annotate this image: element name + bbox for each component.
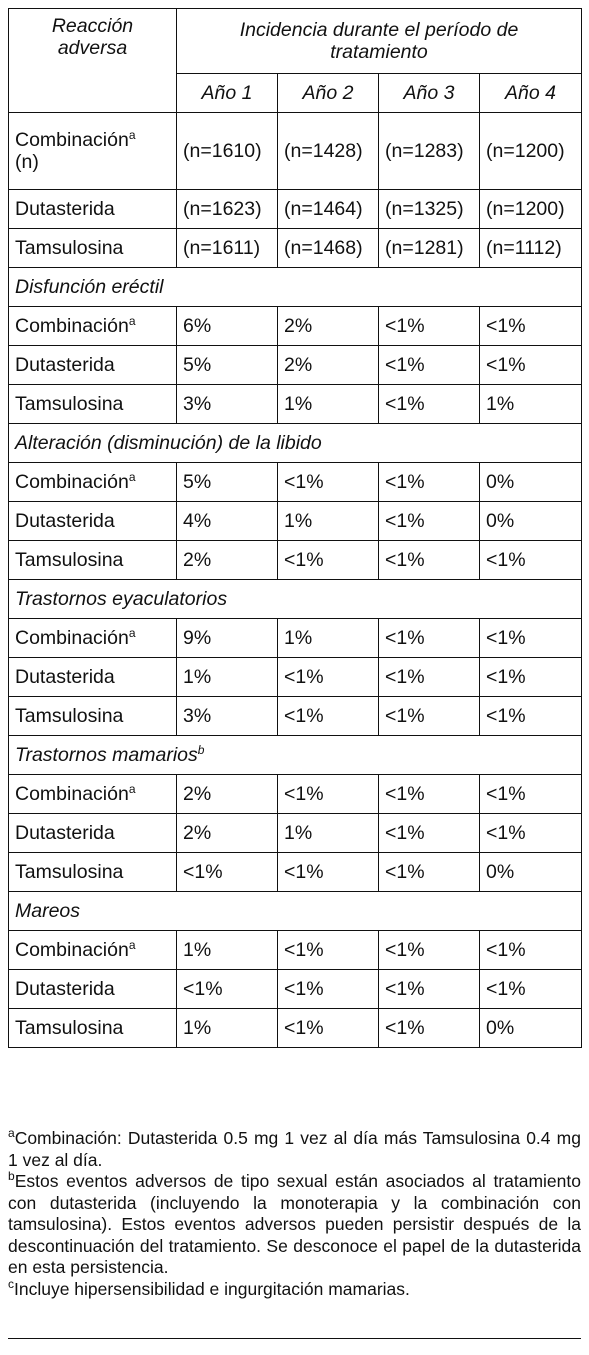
incidence-cell: <1% [480, 346, 582, 385]
incidence-cell: <1% [480, 658, 582, 697]
footnote-marker: a [8, 1126, 15, 1140]
drug-name-cell [9, 463, 177, 502]
drug-name: Tamsulosina [15, 549, 124, 571]
drug-name: Combinación [15, 129, 129, 151]
n-value-cell: (n=1281) [379, 229, 480, 268]
section-title [9, 736, 582, 775]
incidence-cell: <1% [278, 853, 379, 892]
drug-name: Combinación [15, 939, 129, 961]
drug-name-cell [9, 970, 177, 1009]
incidence-cell: <1% [278, 463, 379, 502]
n-value-cell: (n=1200) [480, 113, 582, 190]
table-row [9, 346, 582, 385]
table-row [9, 307, 582, 346]
incidence-cell: 4% [177, 502, 278, 541]
table-row [9, 970, 582, 1009]
table-row [9, 541, 582, 580]
n-value-cell: (n=1428) [278, 113, 379, 190]
incidence-header [177, 9, 582, 74]
drug-name: Dutasterida [15, 978, 115, 1000]
drug-name: Combinación [15, 783, 129, 805]
drug-name: Combinación [15, 471, 129, 493]
incidence-cell: <1% [278, 775, 379, 814]
incidence-cell: <1% [379, 346, 480, 385]
section-header-row [9, 892, 582, 931]
table-row [9, 1009, 582, 1048]
incidence-cell: <1% [278, 541, 379, 580]
incidence-cell: <1% [278, 658, 379, 697]
footnote-text: Estos eventos adversos de tipo sexual están asociados al tratamiento con dutasterida (incluyendo la monoterapia y la combinación con tamsulosina). Estos eventos adversos pueden persistir después de la descontinuación del tratamiento. Se desconoce el papel de la dutasterida en esta persistencia. [8, 1171, 581, 1277]
incidence-cell: <1% [278, 1009, 379, 1048]
incidence-cell: <1% [480, 970, 582, 1009]
drug-suffix: (n) [15, 151, 39, 173]
incidence-cell: 9% [177, 619, 278, 658]
header-line: tratamiento [330, 41, 428, 63]
n-value-cell: (n=1468) [278, 229, 379, 268]
section-title [9, 892, 582, 931]
incidence-cell: <1% [278, 697, 379, 736]
incidence-cell: 3% [177, 385, 278, 424]
adverse-reaction-header [9, 9, 177, 113]
incidence-cell: 2% [177, 775, 278, 814]
year-header: Año 2 [278, 74, 379, 113]
drug-name-cell [9, 385, 177, 424]
section-title [9, 580, 582, 619]
section-title-text: Trastornos mamarios [15, 744, 198, 766]
footnote-marker: a [128, 626, 136, 640]
section-header-row [9, 736, 582, 775]
drug-name-cell [9, 814, 177, 853]
table-row [9, 229, 582, 268]
n-value-cell: (n=1112) [480, 229, 582, 268]
table-row [9, 385, 582, 424]
incidence-cell: <1% [278, 970, 379, 1009]
table-row [9, 190, 582, 229]
footnote [8, 1276, 581, 1301]
drug-name: Dutasterida [15, 510, 115, 532]
section-title-text: Mareos [15, 900, 81, 922]
footnote-marker: a [128, 782, 136, 796]
incidence-cell: 1% [177, 1009, 278, 1048]
drug-name-cell [9, 775, 177, 814]
drug-name: Tamsulosina [15, 1017, 124, 1039]
n-value-cell: (n=1623) [177, 190, 278, 229]
adverse-reactions-table [8, 8, 582, 1048]
section-title-text: Disfunción eréctil [15, 276, 164, 298]
drug-name: Tamsulosina [15, 237, 124, 259]
incidence-cell: <1% [278, 931, 379, 970]
incidence-cell: 1% [177, 658, 278, 697]
incidence-cell: 1% [278, 619, 379, 658]
incidence-cell: 2% [278, 346, 379, 385]
incidence-cell: <1% [379, 541, 480, 580]
drug-name: Dutasterida [15, 822, 115, 844]
footnote-text: Combinación: Dutasterida 0.5 mg 1 vez al día más Tamsulosina 0.4 mg 1 vez al día. [8, 1128, 581, 1170]
n-value-cell: (n=1464) [278, 190, 379, 229]
incidence-cell: 1% [480, 385, 582, 424]
drug-name-cell [9, 307, 177, 346]
footnote-text: Incluye hipersensibilidad e ingurgitación mamarias. [14, 1278, 410, 1299]
footnote-marker: a [128, 314, 136, 328]
table-row [9, 619, 582, 658]
incidence-cell: <1% [379, 463, 480, 502]
incidence-cell: <1% [480, 697, 582, 736]
incidence-cell: <1% [379, 619, 480, 658]
n-value-cell: (n=1200) [480, 190, 582, 229]
incidence-cell: <1% [177, 970, 278, 1009]
incidence-cell: 6% [177, 307, 278, 346]
header-line: adversa [57, 37, 128, 59]
table-row [9, 502, 582, 541]
incidence-cell: 0% [480, 1009, 582, 1048]
drug-name-cell [9, 619, 177, 658]
bottom-rule [8, 1338, 581, 1339]
incidence-cell: <1% [480, 541, 582, 580]
footnote-marker: b [197, 743, 205, 757]
section-header-row [9, 424, 582, 463]
drug-name-cell [9, 502, 177, 541]
incidence-cell: 0% [480, 463, 582, 502]
table-row [9, 658, 582, 697]
table-header-row [9, 9, 582, 74]
section-title-text: Trastornos eyaculatorios [15, 588, 228, 610]
drug-name: Dutasterida [15, 666, 115, 688]
drug-name-cell [9, 541, 177, 580]
table-row [9, 113, 582, 190]
header-line: Reacción [51, 15, 134, 37]
incidence-cell: 1% [278, 385, 379, 424]
drug-name-cell [9, 853, 177, 892]
incidence-cell: <1% [379, 814, 480, 853]
section-title [9, 268, 582, 307]
incidence-cell: <1% [379, 775, 480, 814]
year-header: Año 1 [177, 74, 278, 113]
footnote-marker: b [8, 1169, 15, 1183]
incidence-cell: <1% [480, 775, 582, 814]
drug-name-cell [9, 931, 177, 970]
incidence-cell: 1% [278, 502, 379, 541]
footnote [8, 1128, 581, 1171]
incidence-cell: <1% [480, 619, 582, 658]
incidence-cell: 1% [278, 814, 379, 853]
footnote-marker: c [8, 1276, 14, 1291]
incidence-cell: <1% [177, 853, 278, 892]
incidence-cell: <1% [379, 931, 480, 970]
incidence-cell: 0% [480, 853, 582, 892]
section-title-text: Alteración (disminución) de la libido [15, 432, 322, 454]
table-row [9, 697, 582, 736]
incidence-cell: <1% [379, 307, 480, 346]
drug-name: Tamsulosina [15, 705, 124, 727]
section-header-row [9, 268, 582, 307]
n-value-cell: (n=1283) [379, 113, 480, 190]
drug-name: Tamsulosina [15, 861, 124, 883]
drug-name-cell [9, 658, 177, 697]
incidence-cell: <1% [480, 307, 582, 346]
incidence-cell: <1% [480, 814, 582, 853]
incidence-cell: <1% [379, 1009, 480, 1048]
drug-name: Combinación [15, 627, 129, 649]
incidence-cell: <1% [480, 931, 582, 970]
footnote-marker: a [128, 938, 136, 952]
header-line: Incidencia durante el período de [239, 19, 519, 41]
footnotes [8, 1128, 581, 1300]
table-row [9, 814, 582, 853]
incidence-cell: <1% [379, 853, 480, 892]
incidence-cell: 0% [480, 502, 582, 541]
n-value-cell: (n=1611) [177, 229, 278, 268]
table-row [9, 463, 582, 502]
drug-name: Tamsulosina [15, 393, 124, 415]
incidence-cell: <1% [379, 658, 480, 697]
drug-name-cell [9, 1009, 177, 1048]
incidence-cell: <1% [379, 970, 480, 1009]
incidence-cell: <1% [379, 385, 480, 424]
footnote-marker: a [128, 128, 136, 142]
year-header: Año 3 [379, 74, 480, 113]
n-value-cell: (n=1610) [177, 113, 278, 190]
drug-name: Combinación [15, 315, 129, 337]
drug-name-cell [9, 113, 177, 190]
incidence-cell: <1% [379, 697, 480, 736]
incidence-cell: 5% [177, 346, 278, 385]
footnote-marker: a [128, 470, 136, 484]
section-title [9, 424, 582, 463]
section-header-row [9, 580, 582, 619]
drug-name-cell [9, 346, 177, 385]
incidence-cell: 1% [177, 931, 278, 970]
drug-name-cell [9, 697, 177, 736]
n-value-cell: (n=1325) [379, 190, 480, 229]
drug-name-cell [9, 190, 177, 229]
footnote [8, 1171, 581, 1279]
year-header: Año 4 [480, 74, 582, 113]
incidence-cell: 3% [177, 697, 278, 736]
table-row [9, 931, 582, 970]
drug-name: Dutasterida [15, 354, 115, 376]
table-row [9, 853, 582, 892]
incidence-cell: 2% [177, 814, 278, 853]
incidence-cell: 2% [177, 541, 278, 580]
drug-name: Dutasterida [15, 198, 115, 220]
drug-name-cell [9, 229, 177, 268]
incidence-cell: 2% [278, 307, 379, 346]
table-row [9, 775, 582, 814]
incidence-cell: 5% [177, 463, 278, 502]
incidence-cell: <1% [379, 502, 480, 541]
